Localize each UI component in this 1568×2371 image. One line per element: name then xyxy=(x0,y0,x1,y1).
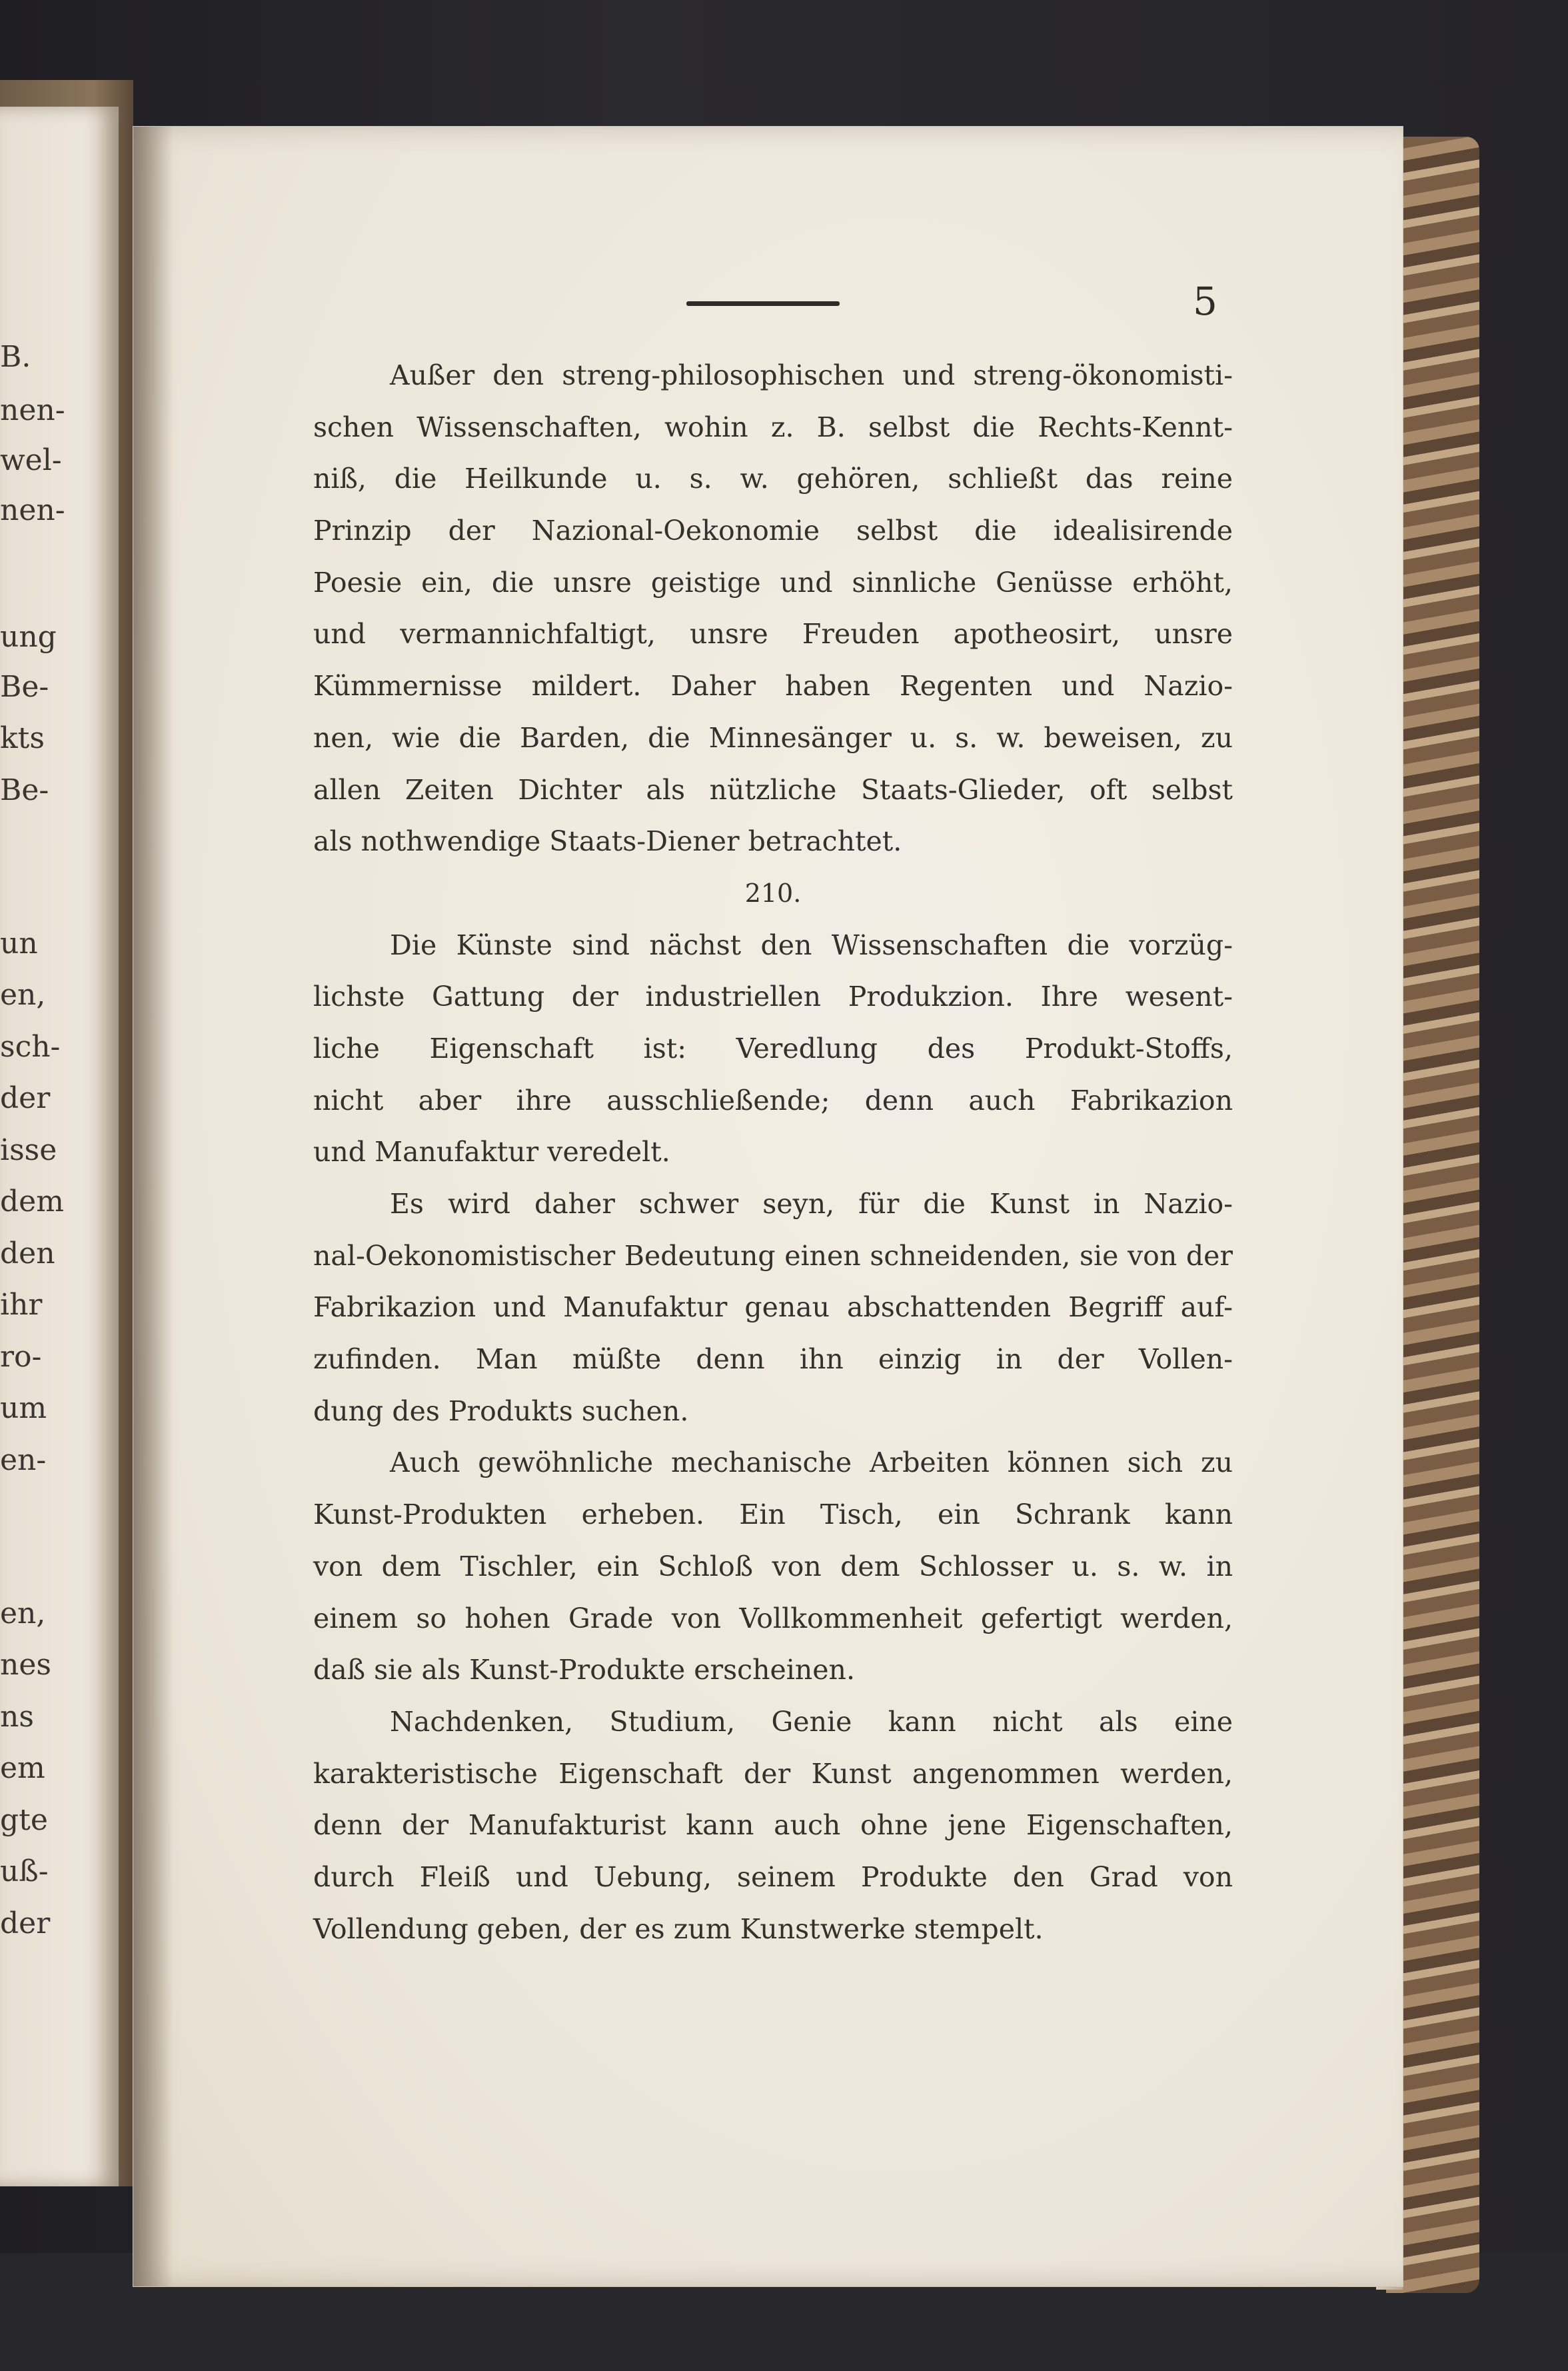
text-line: Nachdenken, Studium, Genie kann nicht als eine xyxy=(390,1705,1233,1738)
text-line: Prinzip der Nazional-Oekonomie selbst die idealisirende xyxy=(313,515,1233,547)
left-fragment: der xyxy=(0,1906,51,1940)
text-line: und Manufaktur veredelt. xyxy=(313,1136,670,1169)
text-line: Kümmernisse mildert. Daher haben Regenten und Nazio- xyxy=(313,670,1233,703)
text-line: als nothwendige Staats-Diener betrachtet. xyxy=(313,825,902,858)
text-line: allen Zeiten Dichter als nützliche Staats-Glieder, oft selbst xyxy=(313,773,1233,806)
page-gutter-shadow xyxy=(133,127,173,2286)
left-fragment: nen- xyxy=(0,493,65,527)
left-fragment: Be- xyxy=(0,670,49,704)
text-line: niß, die Heilkunde u. s. w. gehören, schließt das reine xyxy=(313,463,1233,495)
page-number: 5 xyxy=(1193,279,1217,324)
left-fragment: dem xyxy=(0,1185,64,1218)
text-line: Poesie ein, die unsre geistige und sinnliche Genüsse erhöht, xyxy=(313,566,1233,599)
left-fragment: isse xyxy=(0,1133,57,1167)
left-fragment: wel- xyxy=(0,443,62,477)
left-fragment: der xyxy=(0,1081,51,1115)
left-fragment: uß- xyxy=(0,1854,49,1888)
text-line: daß sie als Kunst-Produkte erscheinen. xyxy=(313,1654,855,1686)
left-fragment: sch- xyxy=(0,1030,61,1064)
left-facing-page xyxy=(0,107,119,2186)
text-line: lichste Gattung der industriellen Produkzion. Ihre wesent- xyxy=(313,981,1233,1013)
text-line: von dem Tischler, ein Schloß von dem Schlosser u. s. w. in xyxy=(313,1550,1233,1582)
left-fragment: ro- xyxy=(0,1340,42,1374)
left-fragment: nen- xyxy=(0,393,65,427)
text-line: schen Wissenschaften, wohin z. B. selbst die Rechts-Kennt- xyxy=(313,411,1233,443)
left-fragment: ung xyxy=(0,620,57,654)
text-line: nicht aber ihre ausschließende; denn auch Fabrikazion xyxy=(313,1084,1233,1117)
text-line: durch Fleiß und Uebung, seinem Produkte den Grad von xyxy=(313,1860,1233,1893)
text-line: Es wird daher schwer seyn, für die Kunst in Nazio- xyxy=(390,1188,1233,1220)
left-fragment: gte xyxy=(0,1803,48,1837)
left-fragment: nes xyxy=(0,1648,51,1682)
left-fragment: B. xyxy=(0,340,31,374)
text-line: denn der Manufakturist kann auch ohne jene Eigenschaften, xyxy=(313,1809,1233,1842)
text-line: nen, wie die Barden, die Minnesänger u. s. w. beweisen, zu xyxy=(313,721,1233,754)
left-fragment: en, xyxy=(0,1596,46,1630)
text-line: karakteristische Eigenschaft der Kunst angenommen werden, xyxy=(313,1757,1233,1790)
left-fragment: en- xyxy=(0,1443,47,1477)
left-fragment: un xyxy=(0,927,38,961)
text-line: dung des Produkts suchen. xyxy=(313,1394,689,1427)
left-fragment: Be- xyxy=(0,773,49,807)
left-fragment: en, xyxy=(0,978,46,1012)
text-line: Die Künste sind nächst den Wissenschaften die vorzüg- xyxy=(390,929,1233,961)
page-body xyxy=(313,350,1233,1955)
text-line: und vermannichfaltigt, unsre Freuden apotheosirt, unsre xyxy=(313,618,1233,651)
left-fragment: ns xyxy=(0,1700,34,1734)
text-line: Außer den streng-philosophischen und streng-ökonomisti- xyxy=(390,359,1233,391)
text-line: zufinden. Man müßte denn ihn einzig in der Vollen- xyxy=(313,1343,1233,1376)
header-rule xyxy=(686,301,840,306)
text-line: Auch gewöhnliche mechanische Arbeiten können sich zu xyxy=(390,1446,1233,1479)
left-fragment: um xyxy=(0,1391,47,1425)
text-line: einem so hohen Grade von Vollkommenheit gefertigt werden, xyxy=(313,1602,1233,1634)
text-line: nal-Oekonomistischer Bedeutung einen schneidenden, sie von der xyxy=(313,1239,1233,1272)
left-fragment: em xyxy=(0,1751,45,1785)
left-fragment: kts xyxy=(0,721,45,755)
left-fragment: den xyxy=(0,1236,55,1270)
text-line: Kunst-Produkten erheben. Ein Tisch, ein Schrank kann xyxy=(313,1498,1233,1531)
section-number: 210. xyxy=(744,878,802,908)
text-line: Fabrikazion und Manufaktur genau abschattenden Begriff auf- xyxy=(313,1291,1233,1324)
text-line: liche Eigenschaft ist: Veredlung des Produkt-Stoffs, xyxy=(313,1032,1233,1065)
left-fragment: ihr xyxy=(0,1288,43,1322)
text-line: Vollendung geben, der es zum Kunstwerke stempelt. xyxy=(313,1912,1044,1945)
